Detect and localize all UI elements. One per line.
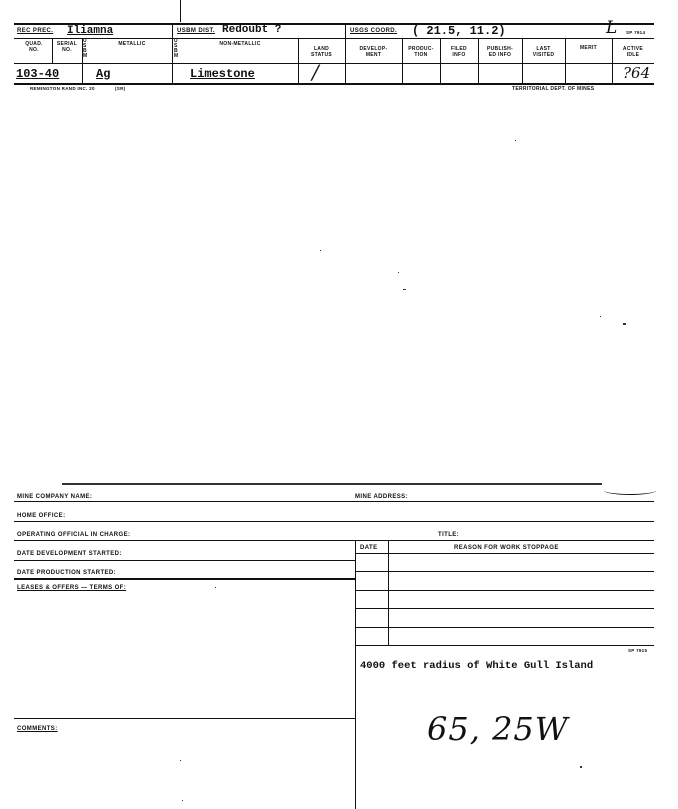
mine-company-name-label: MINE COMPANY NAME: — [17, 494, 93, 500]
col-production: PRODUC- TION — [408, 46, 434, 58]
divider — [172, 23, 173, 83]
scan-speck — [182, 800, 183, 801]
date-development-label: DATE DEVELOPMENT STARTED: — [17, 551, 122, 557]
scan-speck — [403, 289, 406, 290]
rule — [355, 627, 654, 628]
rule — [14, 560, 355, 561]
scan-speck — [515, 140, 516, 141]
top-tick — [180, 0, 181, 22]
col-merit: MERIT — [579, 45, 598, 51]
usgs-coord-label: USGS COORD. — [350, 28, 398, 34]
handwritten-coords: 65, 25W — [427, 710, 569, 748]
col-filed-info: FILED INFO — [451, 46, 467, 58]
rule — [14, 501, 654, 502]
entry-land-status: / — [312, 60, 319, 84]
rule — [355, 590, 654, 591]
col-active-idle: ACTIVE IDLE — [622, 46, 644, 58]
form-number-bottom: SP 7915 — [628, 648, 648, 653]
col-usbm-left: U S B M — [83, 38, 88, 59]
date-header: DATE — [360, 545, 378, 551]
entry-non-metallic: Limestone — [190, 67, 255, 81]
typed-note: 4000 feet radius of White Gull Island — [360, 660, 594, 672]
lower-rule-top — [62, 483, 602, 485]
col-quad-no: QUAD. NO. — [25, 41, 43, 53]
rule — [14, 718, 355, 719]
col-serial-no: SERIAL NO. — [56, 41, 78, 53]
usgs-coord-value: ( 21.5, 11.2) — [412, 24, 506, 38]
reason-header: REASON FOR WORK STOPPAGE — [454, 545, 559, 551]
leases-offers-label: LEASES & OFFERS — TERMS OF: — [17, 585, 127, 591]
divider — [440, 38, 441, 83]
entry-active-idle: ?64 — [623, 64, 651, 82]
header-rule-mid — [14, 38, 654, 39]
divider — [478, 38, 479, 83]
dept-label: TERRITORIAL DEPT. OF MINES — [512, 86, 595, 92]
rule — [355, 553, 654, 554]
col-non-metallic: NON-METALLIC — [219, 41, 261, 47]
scan-speck — [580, 766, 582, 768]
col-metallic: METALLIC — [118, 41, 146, 47]
scan-speck — [398, 272, 399, 273]
comments-label: COMMENTS: — [17, 726, 58, 732]
rec-prec-label: REC PREC. — [17, 28, 54, 34]
entry-quad-serial: 103-40 — [16, 67, 60, 81]
entry-metallic: Ag — [96, 67, 111, 81]
title-label: TITLE: — [438, 532, 460, 538]
scan-speck — [215, 587, 216, 588]
divider — [388, 540, 389, 645]
col-development: DEVELOP- MENT — [359, 46, 388, 58]
col-land-status: LAND STATUS — [310, 46, 333, 58]
rule — [355, 571, 654, 572]
rule — [14, 540, 654, 541]
col-published-info: PUBLISH- ED INFO — [486, 46, 513, 58]
torn-edge — [604, 486, 656, 495]
printer-code: (SR) — [115, 86, 126, 91]
usbm-dist-value: Redoubt ? — [222, 24, 282, 36]
rule — [14, 521, 654, 522]
home-office-label: HOME OFFICE: — [17, 513, 66, 519]
rule — [355, 645, 654, 646]
scan-speck — [623, 323, 626, 325]
rule — [14, 578, 355, 580]
col-usbm-right: U S B M — [174, 38, 179, 59]
header-rule-bottom — [14, 83, 654, 85]
divider — [298, 38, 299, 83]
scan-speck — [600, 316, 601, 317]
divider — [402, 38, 403, 83]
operating-official-label: OPERATING OFFICIAL IN CHARGE: — [17, 532, 131, 538]
corner-mark: L — [606, 18, 618, 38]
rec-prec-value: Iliamna — [67, 25, 114, 37]
divider — [612, 38, 613, 83]
rule — [355, 608, 654, 609]
divider — [355, 540, 356, 809]
scan-speck — [320, 250, 321, 251]
scan-speck — [180, 760, 181, 761]
date-production-label: DATE PRODUCTION STARTED: — [17, 570, 117, 576]
col-last-visited: LAST VISITED — [532, 46, 555, 58]
mine-address-label: MINE ADDRESS: — [355, 494, 408, 500]
printer-mark: REMINGTON RAND INC. 20 — [30, 86, 95, 91]
usbm-dist-label: USBM DIST. — [177, 28, 216, 34]
header-rule-entry — [14, 63, 654, 64]
divider — [522, 38, 523, 83]
form-number-top: SP 7914 — [626, 30, 646, 35]
